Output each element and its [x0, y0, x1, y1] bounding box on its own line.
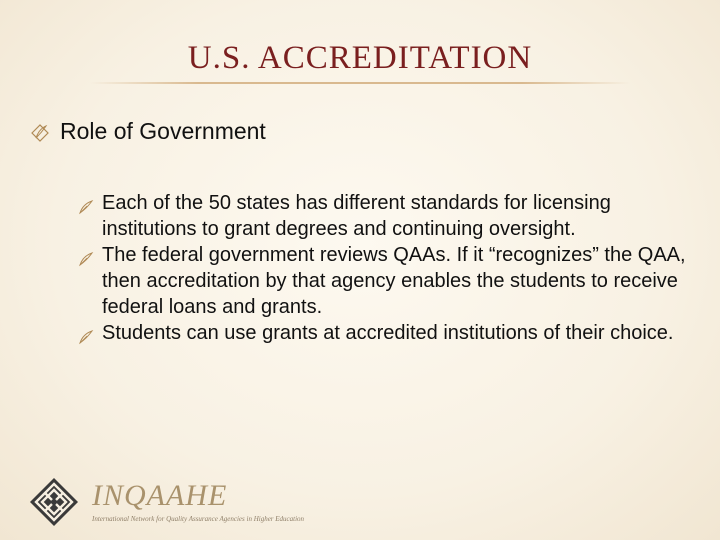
inqaahe-knot-logo-icon — [28, 476, 80, 528]
section-heading: Role of Government — [60, 118, 266, 144]
list-item — [78, 320, 698, 352]
slide-title: U.S. ACCREDITATION — [187, 40, 533, 76]
logo-tagline: International Network for Quality Assurance Agencies in Higher Education — [92, 515, 305, 523]
quill-bullet-icon — [78, 248, 102, 274]
list-item-text: Students can use grants at accredited institutions of their choice. — [102, 322, 674, 344]
diamond-quill-bullet-icon — [30, 123, 60, 148]
list-item-text: Each of the 50 states has different standards for licensing institutions to grant degrees and continuing oversight. — [102, 192, 611, 240]
logo-name: INQAAHE — [92, 479, 228, 512]
heading-bullet-item — [30, 118, 266, 148]
quill-bullet-icon — [78, 326, 102, 352]
inqaahe-logo — [28, 476, 304, 528]
list-item — [78, 242, 698, 320]
quill-bullet-icon — [78, 196, 102, 222]
logo-text-block — [92, 480, 304, 523]
list-item-text: The federal government reviews QAAs. If it “recognizes” the QAA, then accreditation by that agency enables the students to receive federal loans and grants. — [102, 244, 686, 318]
list-item — [78, 190, 698, 242]
title-divider — [90, 82, 630, 84]
government-role-list — [78, 190, 698, 352]
